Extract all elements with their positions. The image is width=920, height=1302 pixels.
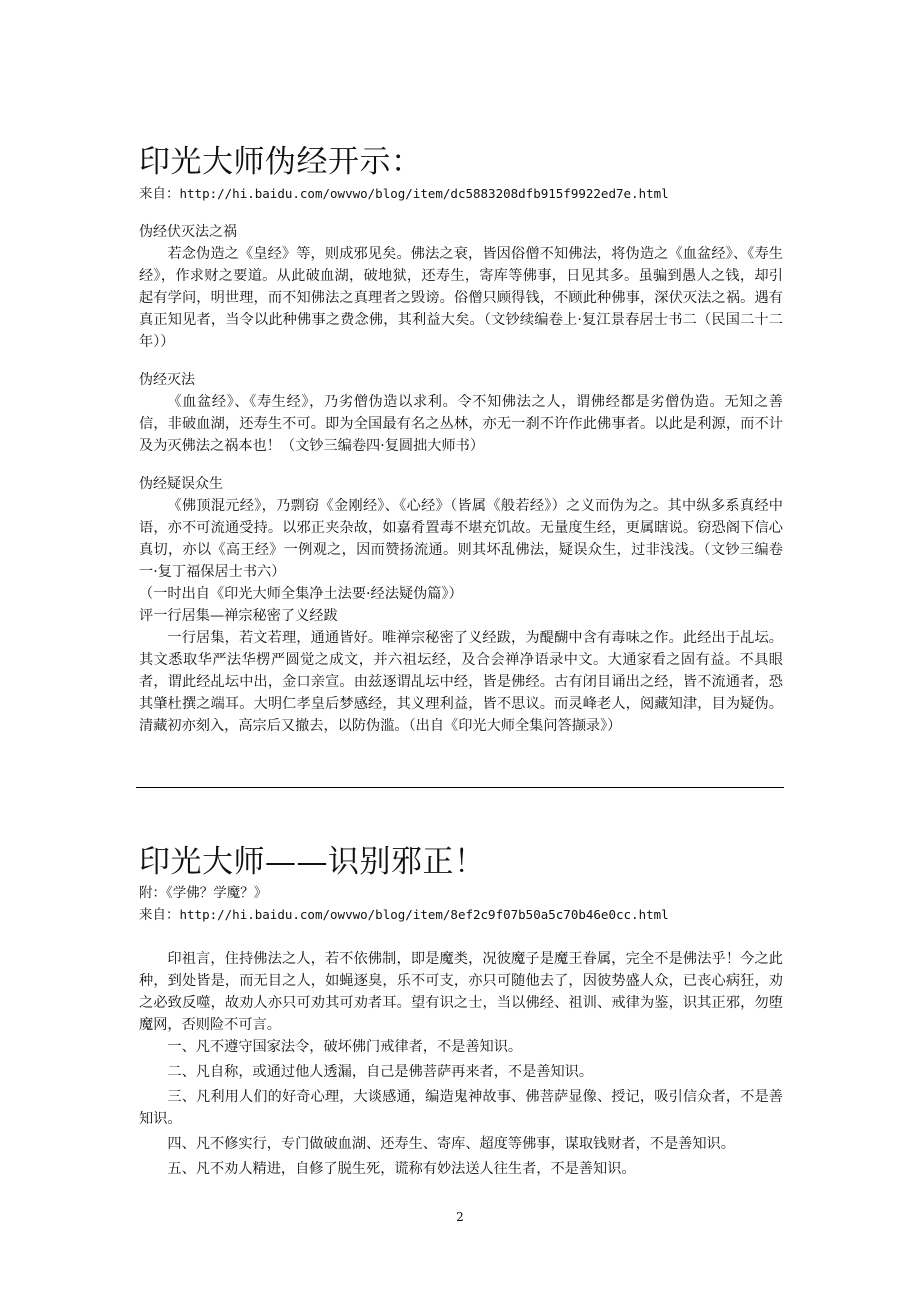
- subsection-heading: 伪经疑误众生: [139, 476, 223, 492]
- subsection-heading: 伪经灭法: [139, 372, 195, 388]
- section1-title: 印光大师伪经开示：: [139, 144, 423, 180]
- section2-title: 印光大师——识别邪正！: [139, 844, 486, 880]
- subsection-text: 《血盆经》、《寿生经》，乃劣僧伪造以求利。令不知佛法之人，谓佛经都是劣僧伪造。无知之善信，非破血湖，还寿生不可。即为全国最有名之丛林，亦无一刹不许作此佛事者。以此是利源，而不计及为灭佛法之祸本也！（文钞三编卷四·复圆拙大师书）: [139, 394, 783, 454]
- subsection-heading: 伪经伏灭法之祸: [139, 224, 237, 240]
- section1-source-link[interactable]: http://hi.baidu.com/owvwo/blog/item/dc5883208dfb915f9922ed7e.html: [179, 186, 669, 201]
- section2-source-link[interactable]: http://hi.baidu.com/owvwo/blog/item/8ef2c9f07b50a5c70b46e0cc.html: [179, 907, 669, 922]
- section1-source-label: 来自：: [139, 186, 180, 202]
- list-item: 一、凡不遵守国家法令，破坏佛门戒律者，不是善知识。: [167, 1039, 523, 1055]
- section-discern-right-wrong: [139, 820, 783, 1183]
- list-item: 三、凡利用人们的好奇心理，大谈感通，编造鬼神故事、佛菩萨显像、授记，吸引信众者，不是善知识。: [139, 1089, 783, 1127]
- subsection-text: 《佛顶混元经》，乃剽窃《金刚经》、《心经》（皆属《般若经》）之义而伪为之。其中纵多系真经中语，亦不可流通受持。以邪正夹杂故，如嘉肴置毒不堪充饥故。无量度生经，更属瞎说。窃恐阁下信心真切，亦以《高王经》一例观之，因而赞扬流通。则其坏乱佛法，疑误众生，过非浅浅。（文钞三编卷一·复丁福保居士书六）: [139, 498, 783, 580]
- subsection-text: 若念伪造之《皇经》等，则成邪见矣。佛法之衰，皆因俗僧不知佛法，将伪造之《血盆经》、《寿生经》，作求财之要道。从此破血湖，破地狱，还寿生，寄库等佛事，日见其多。虽骗到愚人之钱，却引起有学问，明世理，而不知佛法之真理者之毁谤。俗僧只顾得钱，不顾此种佛事，深伏灭法之祸。遇有真正知见者，当令以此种佛事之费念佛，其利益大矣。（文钞续编卷上·复江景春居士书二（民国二十二年））: [139, 246, 783, 350]
- section2-intro: 印祖言，住持佛法之人，若不依佛制，即是魔类，况彼魔子是魔王眷属，完全不是佛法乎！今之此种，到处皆是，而无目之人，如蝇逐臭，乐不可支，亦只可随他去了，因彼势盛人众，已丧心病狂，劝之必致反噬，故劝人亦只可劝其可劝者耳。望有识之士，当以佛经、祖训、戒律为鉴，识其正邪，勿堕魔网，否则险不可言。: [139, 951, 783, 1033]
- attribution-line: （一时出自《印光大师全集净土法要·经法疑伪篇》）: [139, 586, 463, 602]
- section2-appendix: 附：《学佛？学魔？》: [139, 885, 268, 901]
- page-number: 2: [456, 1210, 464, 1224]
- section2-source: [139, 904, 783, 926]
- section-divider: [136, 787, 784, 788]
- section-fake-sutras: [139, 120, 783, 737]
- review-heading: 评一行居集—禅宗秘密了义经跋: [139, 608, 338, 624]
- review-text: 一行居集，若文若理，通通皆好。唯禅宗秘密了义经跋，为醍醐中含有毒味之作。此经出于乩坛。其文悉取华严法华楞严圆觉之成文，并六祖坛经，及合会禅净语录中文。大通家看之固有益。不具眼者，谓此经乩坛中出，金口亲宣。由兹逐谓乩坛中经，皆是佛经。古有闭目诵出之经，皆不流通者，恐其肇杜撰之端耳。大明仁孝皇后梦感经，其义理利益，皆不思议。而灵峰老人，阅藏知津，目为疑伪。清藏初亦刻入，高宗后又撤去，以防伪滥。（出自《印光大师全集问答撷录》）: [139, 630, 783, 734]
- section2-source-label: 来自：: [139, 907, 180, 923]
- list-item: 五、凡不劝人精进，自修了脱生死，谎称有妙法送人往生者，不是善知识。: [167, 1161, 636, 1177]
- section1-source: [139, 183, 783, 205]
- list-item: 四、凡不修实行，专门做破血湖、还寿生、寄库、超度等佛事，谋取钱财者，不是善知识。: [167, 1136, 735, 1152]
- list-item: 二、凡自称，或通过他人透漏，自己是佛菩萨再来者，不是善知识。: [167, 1064, 594, 1080]
